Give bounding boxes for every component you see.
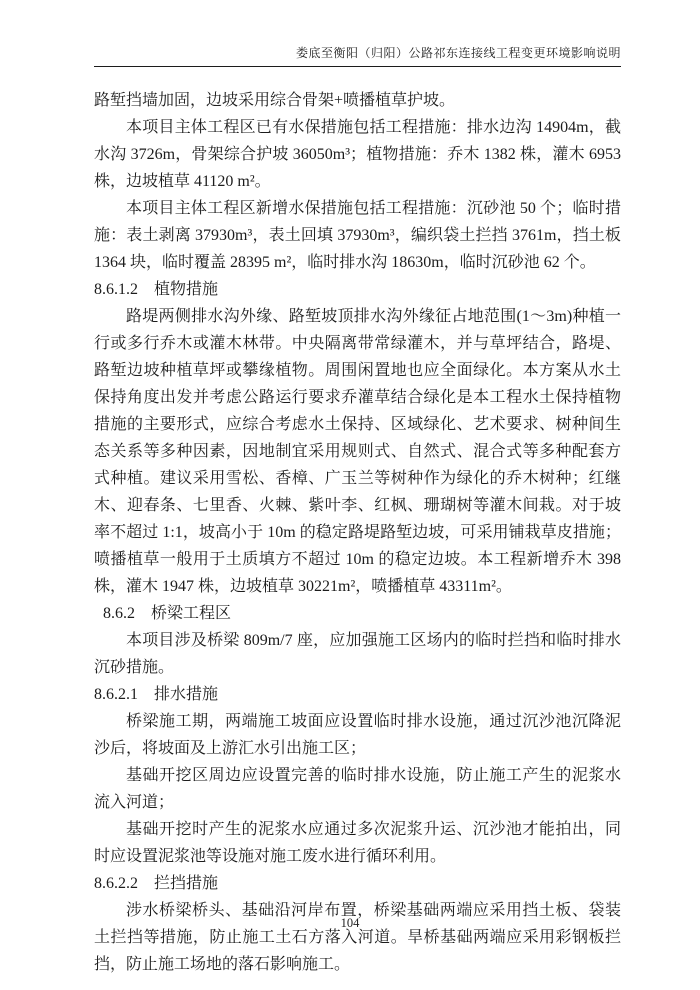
body-paragraph: 本项目主体工程区新增水保措施包括工程措施：沉砂池 50 个；临时措施：表土剥离 37930m³，表土回填 37930m³，编织袋土拦挡 3761m，挡土板 1364 块，临时覆盖 28395 m²，临时排水沟 18630m，临时沉砂池 62 个。 bbox=[94, 200, 621, 271]
section-heading-862: 8.6.2 桥梁工程区 bbox=[103, 605, 232, 622]
document-body bbox=[94, 87, 621, 978]
section-heading-8622: 8.6.2.2 拦挡措施 bbox=[94, 875, 219, 892]
body-paragraph: 本项目涉及桥梁 809m/7 座，应加强施工区场内的临时拦挡和临时排水沉砂措施。 bbox=[94, 632, 621, 676]
body-paragraph: 路堤两侧排水沟外缘、路堑坡顶排水沟外缘征占地范围(1～3m)种植一行或多行乔木或灌木林带。中央隔离带常绿灌木，并与草坪结合，路堤、路堑边坡种植草坪或攀缘植物。周围闲置地也应全面绿化。本方案从水土保持角度出发并考虑公路运行要求乔灌草结合绿化是本工程水土保持植物措施的主要形式，应综合考虑水土保持、区域绿化、艺术要求、树种间生态关系等多种因素，因地制宜采用规则式、自然式、混合式等多种配套方式种植。建议采用雪松、香樟、广玉兰等树种作为绿化的乔木树种；红继木、迎春条、七里香、火棘、紫叶李、红枫、珊瑚树等灌木间栽。对于坡率不超过 1:1，坡高小于 10m 的稳定路堤路堑边坡，可采用铺栽草皮措施；喷播植草一般用于土质填方不超过 10m 的稳定边坡。本工程新增乔木 398 株，灌木 1947 株，边坡植草 30221m²，喷播植草 43311m²。 bbox=[94, 308, 621, 595]
body-paragraph: 本项目主体工程区已有水保措施包括工程措施：排水边沟 14904m，截水沟 3726m，骨架综合护坡 36050m³；植物措施：乔木 1382 株，灌木 6953 株，边坡植草 41120 m²。 bbox=[94, 119, 621, 190]
section-heading-8612: 8.6.1.2 植物措施 bbox=[94, 281, 219, 298]
body-paragraph: 桥梁施工期，两端施工坡面应设置临时排水设施，通过沉沙池沉降泥沙后，将坡面及上游汇水引出施工区； bbox=[94, 713, 621, 757]
body-paragraph: 基础开挖时产生的泥浆水应通过多次泥浆升运、沉沙池才能拍出，同时应设置泥浆池等设施对施工废水进行循环利用。 bbox=[94, 821, 621, 865]
section-heading-8621: 8.6.2.1 排水措施 bbox=[94, 686, 219, 703]
body-paragraph: 路堑挡墙加固，边坡采用综合骨架+喷播植草护坡。 bbox=[94, 92, 456, 109]
body-paragraph: 基础开挖区周边应设置完善的临时排水设施，防止施工产生的泥浆水流入河道； bbox=[94, 767, 621, 811]
page-number: 104 bbox=[340, 916, 360, 930]
page-footer bbox=[0, 916, 700, 931]
page-header bbox=[94, 46, 621, 67]
body-paragraph: 涉水桥梁桥头、基础沿河岸布置，桥梁基础两端应采用挡土板、袋装土拦挡等措施，防止施工土石方落入河道。旱桥基础两端应采用彩钢板拦挡，防止施工场地的落石影响施工。 bbox=[94, 902, 621, 973]
page-header-title: 娄底至衡阳（归阳）公路祁东连接线工程变更环境影响说明 bbox=[295, 46, 621, 60]
